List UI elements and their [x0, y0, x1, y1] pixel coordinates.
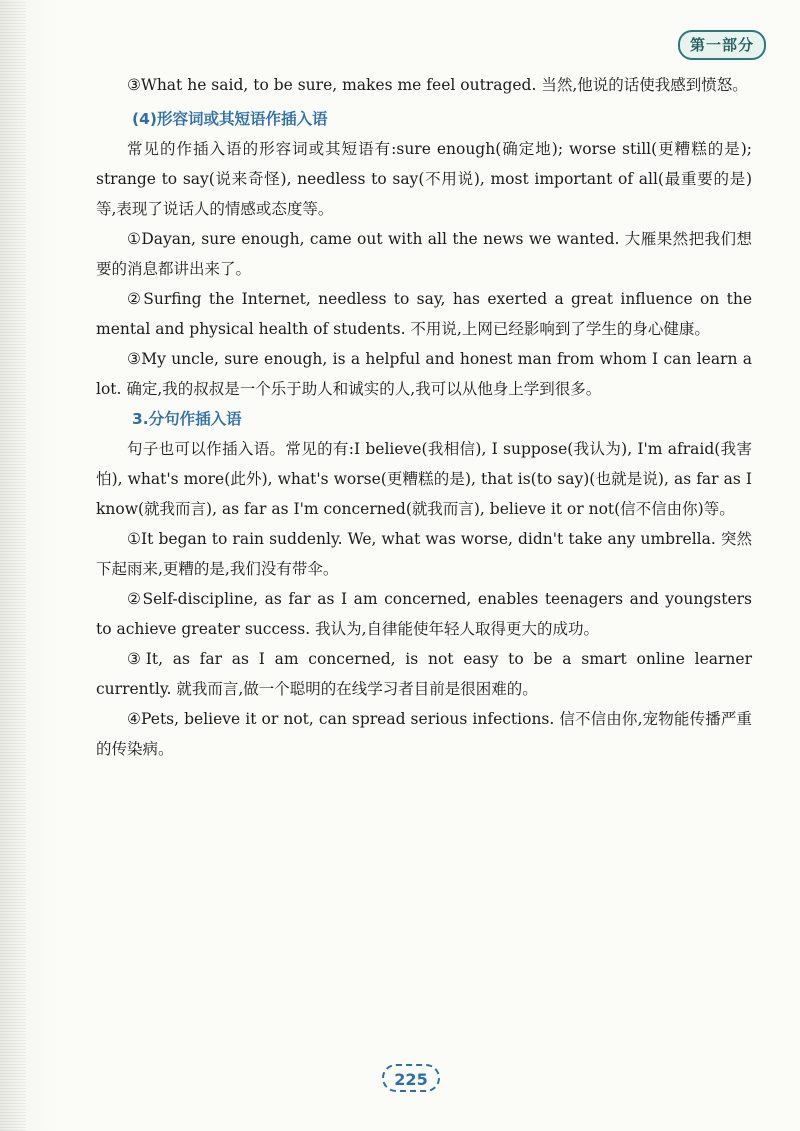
body-paragraph: 常见的作插入语的形容词或其短语有:sure enough(确定地); worse still(更糟糕的是); strange to say(说来奇怪), needless to say(不用说), most important of all(最重要的是)等,表现了说话人的情感或态度等。: [96, 140, 752, 218]
example-paragraph: ④Pets, believe it or not, can spread serious infections. 信不信由你,宠物能传播严重的传染病。: [96, 710, 752, 758]
example-paragraph: ③What he said, to be sure, makes me feel outraged. 当然,他说的话使我感到愤怒。: [127, 76, 748, 94]
example-paragraph: ③It, as far as I am concerned, is not easy to be a smart online learner currently. 就我而言,做一个聪明的在线学习者目前是很困难的。: [96, 650, 752, 698]
page-number: 225: [382, 1064, 440, 1092]
binding-edge: [0, 0, 26, 1131]
example-paragraph: ①It began to rain suddenly. We, what was worse, didn't take any umbrella. 突然下起雨来,更糟的是,我们没有带伞。: [96, 530, 752, 578]
example-paragraph: ②Self-discipline, as far as I am concerned, enables teenagers and youngsters to achieve greater success. 我认为,自律能使年轻人取得更大的成功。: [96, 590, 752, 638]
section-badge: 第一部分: [678, 30, 766, 60]
section-heading-clause: 3.分句作插入语: [132, 410, 242, 428]
body-paragraph: 句子也可以作插入语。常见的有:I believe(我相信), I suppose(我认为), I'm afraid(我害怕), what's more(此外), what's worse(更糟糕的是), that is(to say)(也就是说), as far as I know(就我而言), as far as I'm concerned(就我而言), believe it or not(信不信由你)等。: [96, 440, 752, 518]
example-paragraph: ③My uncle, sure enough, is a helpful and honest man from whom I can learn a lot. 确定,我的叔叔是一个乐于助人和诚实的人,我可以从他身上学到很多。: [96, 350, 752, 398]
page-content: [96, 70, 752, 764]
section-heading-adjective: (4)形容词或其短语作插入语: [132, 110, 328, 128]
example-paragraph: ①Dayan, sure enough, came out with all the news we wanted. 大雁果然把我们想要的消息都讲出来了。: [96, 230, 752, 278]
example-paragraph: ②Surfing the Internet, needless to say, has exerted a great influence on the mental and physical health of students. 不用说,上网已经影响到了学生的身心健康。: [96, 290, 752, 338]
